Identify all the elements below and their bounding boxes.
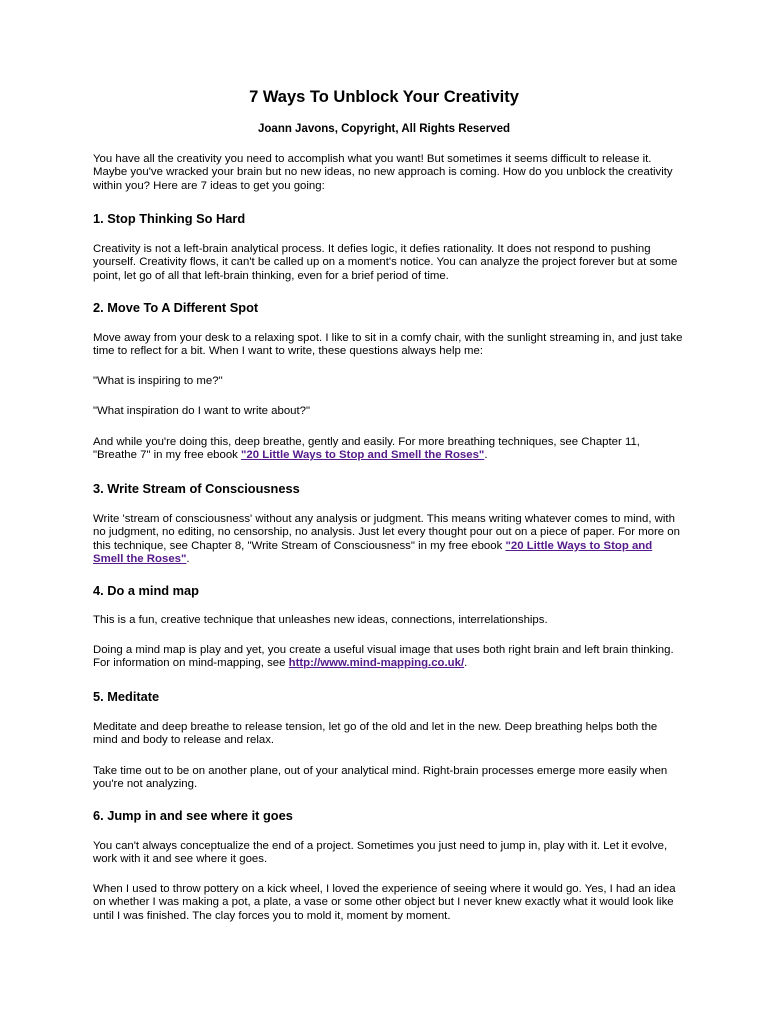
section-2-paragraph-2 — [93, 436, 683, 463]
section-4-heading: 4. Do a mind map — [93, 583, 199, 598]
ebook-link[interactable]: "20 Little Ways to Stop and Smell the Roses" — [241, 449, 485, 462]
section-3-paragraph-end: . — [186, 553, 190, 566]
mind-mapping-link[interactable]: http://www.mind-mapping.co.uk/ — [288, 657, 465, 670]
document-title: 7 Ways To Unblock Your Creativity — [249, 88, 519, 106]
section-3-heading: 3. Write Stream of Consciousness — [93, 481, 300, 496]
section-6-paragraph-2: When I used to throw pottery on a kick wheel, I loved the experience of seeing where it would go. Yes, I had an idea on whether I was making a pot, a plate, a vase or some other object but I never knew exactly what it would look like until I was finished. The clay forces you to mold it, moment by moment. — [93, 883, 676, 922]
section-4-paragraph-2-end: . — [464, 657, 468, 670]
section-2-paragraph-1: Move away from your desk to a relaxing spot. I like to sit in a comfy chair, with the sunlight streaming in, and just take time to reflect for a bit. When I want to write, these questions always help me: — [93, 332, 683, 358]
section-3-paragraph-text: Write 'stream of consciousness' without any analysis or judgment. This means writing whatever comes to mind, with no judgment, no editing, no censorship, no analysis. Just let every thought pour out on a piece of paper. For more on this technique, see Chapter 8, "Write Stream of Consciousness" in my free ebook — [93, 513, 680, 552]
author-line: Joann Javons, Copyright, All Rights Reserved — [258, 123, 510, 135]
section-2-question-2: "What inspiration do I want to write about?" — [93, 405, 311, 417]
section-2-paragraph-2-text: And while you're doing this, deep breathe, gently and easily. For more breathing techniques, see Chapter 11, "Breathe 7" in my free ebook — [93, 436, 640, 462]
section-4-paragraph-2 — [93, 644, 683, 671]
ebook-link[interactable]: "20 Little Ways to Stop and Smell the Roses" — [93, 539, 653, 566]
section-5-paragraph-2: Take time out to be on another plane, out of your analytical mind. Right-brain processes emerge more easily when you're not analyzing. — [93, 765, 668, 791]
section-1-paragraph: Creativity is not a left-brain analytical process. It defies logic, it defies rationality. It does not respond to pushing yourself. Creativity flows, it can't be called up on a moment's notice. You can analyze the project forever but at some point, let go of all that left-brain thinking, even for a brief period of time. — [93, 243, 678, 282]
intro-paragraph: You have all the creativity you need to accomplish what you want! But sometimes it seems difficult to release it. Maybe you've wracked your brain but no new ideas, no new approach is coming. How do you unblock the creativity within you? Here are 7 ideas to get you going: — [93, 153, 673, 192]
section-4-paragraph-1: This is a fun, creative technique that unleashes new ideas, connections, interrelationships. — [93, 614, 548, 626]
section-2-question-1: "What is inspiring to me?" — [93, 375, 223, 387]
section-5-heading: 5. Meditate — [93, 689, 160, 704]
section-2-heading: 2. Move To A Different Spot — [93, 300, 259, 315]
section-5-paragraph-1: Meditate and deep breathe to release tension, let go of the old and let in the new. Deep breathing helps both the mind and body to release and relax. — [93, 721, 658, 747]
section-6-paragraph-1: You can't always conceptualize the end of a project. Sometimes you just need to jump in, play with it. Let it evolve, work with it and see where it goes. — [93, 840, 668, 866]
section-2-paragraph-2-end: . — [484, 449, 488, 462]
section-3-paragraph — [93, 513, 683, 567]
section-6-heading: 6. Jump in and see where it goes — [93, 808, 293, 823]
section-4-paragraph-2-text: Doing a mind map is play and yet, you create a useful visual image that uses both right brain and left brain thinking. For information on mind-mapping, see — [93, 644, 674, 670]
section-1-heading: 1. Stop Thinking So Hard — [93, 211, 246, 226]
